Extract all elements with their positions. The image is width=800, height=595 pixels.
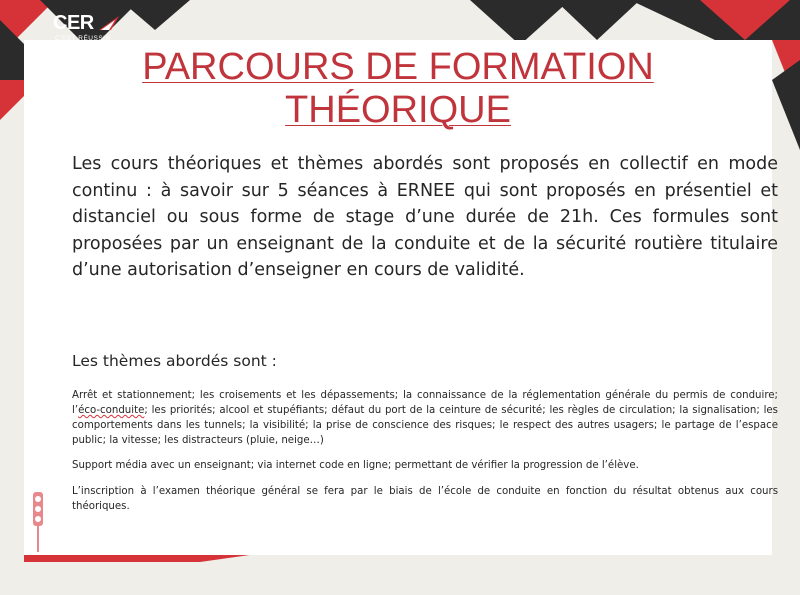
page-title — [24, 46, 772, 132]
support-paragraph: Support média avec un enseignant; via internet code en ligne; permettant de vérifier la progression de l’élève. — [72, 460, 639, 471]
title-line-1: PARCOURS DE FORMATION — [142, 46, 654, 88]
logo-tagline: C'EST RÉUSSIR — [55, 35, 111, 42]
logo-swoosh-icon — [97, 14, 121, 32]
themes-heading: Les thèmes abordés sont : — [72, 352, 277, 370]
traffic-light-icon — [30, 492, 46, 552]
logo — [53, 12, 133, 46]
exam-paragraph: L’inscription à l’examen théorique général se fera par le biais de l’école de conduite en fonction du résultat obtenus aux cours théoriques. — [72, 486, 778, 512]
intro-paragraph: Les cours théoriques et thèmes abordés sont proposés en collectif en mode continu : à savoir sur 5 séances à ERNEE qui sont proposés en présentiel et distanciel ou sous forme de stage d’une durée de 21h. Ces formules sont proposées par un enseignant de la conduite et de la sécurité routière titulaire d’une autorisation d’enseigner en cours de validité. — [72, 154, 778, 280]
themes-text-before: Arrêt et stationnement; les croisements et les dépassements; la connaissance de la réglementation générale du permis de conduire; l’ — [72, 390, 778, 416]
themes-text-after: ; les priorités; alcool et stupéfiants; défaut du port de la ceinture de sécurité; les règles de circulation; la signalisation; les comportements dans les tunnels; la visibilité; la prise de conscience des risques; le respect des autres usagers; le partage de l’espace public; la vitesse; les distracteurs (pluie, neige…) — [72, 405, 778, 446]
logo-wordmark: CER — [53, 12, 94, 34]
title-line-2: THÉORIQUE — [285, 89, 511, 131]
eco-conduite-word: éco-conduite — [78, 405, 145, 416]
themes-paragraph — [72, 388, 778, 448]
